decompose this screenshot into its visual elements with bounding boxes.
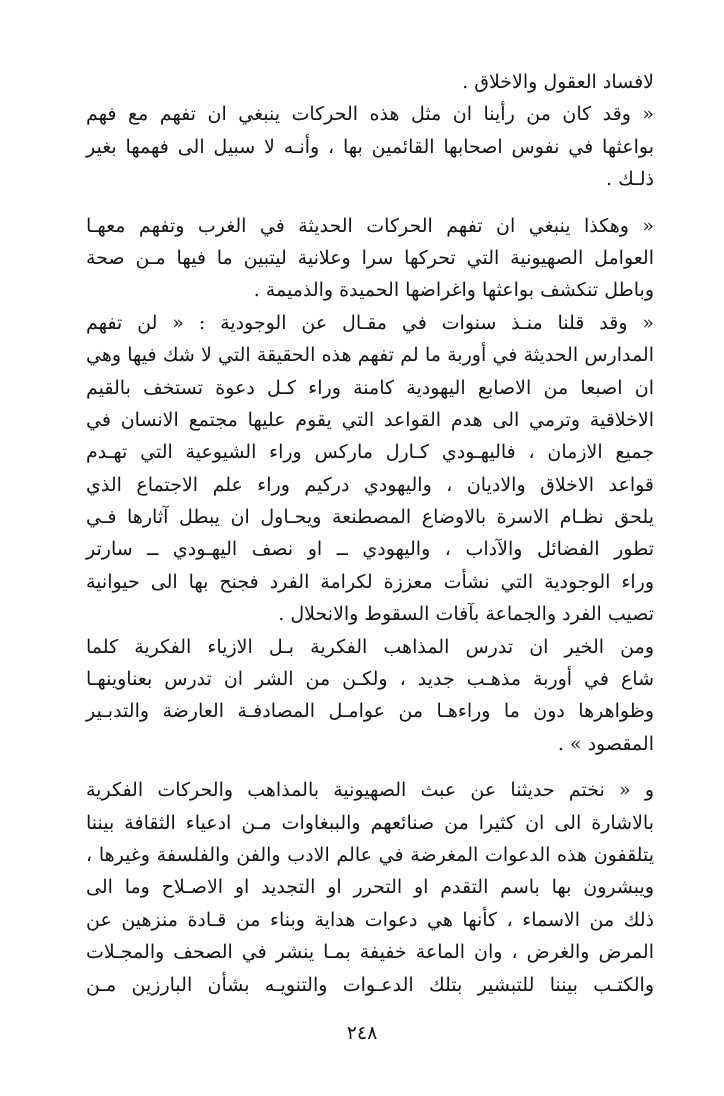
text-line: المرض والغرض ، وان الماعة خفيفة بمـا ينشر في الصحف والمجـلات	[86, 941, 654, 964]
text-line: وظواهرها دون ما وراءهـا من عوامـل المصادفـة العارضة والتدبـير	[86, 700, 654, 723]
text-line: والكتـب بيننا للتبشير بتلك الدعـوات والتنويـه بشأن البارزين مـن	[86, 973, 654, 996]
text-line: ان اصبعا من الاصابع اليهودية كامنة وراء كـل دعوة تستخف بالقيم	[86, 376, 654, 399]
text-line: بواعثها في نفوس اصحابها القائمين بها ، وأنـه لا سبيل الى فهمها بغير	[86, 135, 654, 158]
text-line: لافساد العقول والاخلاق .	[462, 71, 654, 93]
text-line: الاخلاقية وترمي الى هدم القواعد التي يقوم عليها مجتمع الانسان في	[86, 408, 654, 431]
text-line: تصيب الفرد والجماعة بآفات السقوط والانحلال .	[278, 603, 654, 626]
paragraph-gap	[86, 760, 654, 774]
page-number: ٢٤٨	[346, 1022, 378, 1044]
paragraph-gap	[86, 196, 654, 210]
text-line: وراء الوجودية التي نشأت معززة لكرامة الفرد فجنح بها الى حيوانية	[86, 570, 654, 593]
text-line: « وقد قلنا منـذ سنوات في مقـال عن الوجودية : « لن تفهم	[86, 311, 654, 334]
text-line: ويبشرون بها باسم التقدم او التحرر او التجديد او الاصـلاح وما الى	[86, 876, 654, 899]
text-line: المدارس الحديثة في أوربة ما لم تفهم هذه الحقيقة التي لا شك فيها وهي	[86, 344, 654, 367]
paragraph	[86, 98, 654, 195]
paragraph	[86, 66, 654, 98]
text-line: ومن الخير ان تدرس المذاهب الفكرية بـل الازياء الفكرية كلما	[86, 635, 654, 658]
text-line: قواعد الاخلاق والاديان ، واليهودي دركيم وراء علم الاجتماع الذي	[86, 473, 654, 496]
text-line: بالاشارة الى ان كثيرا من صنائعهم والببغاوات مـن ادعياء الثقافة بيننا	[86, 811, 654, 834]
text-line: العوامل الصهيونية التي تحركها سرا وعلانية ليتبين ما فيها مـن صحة	[86, 246, 654, 269]
text-line: ذلك من الاسماء ، كأنها هي دعوات هداية وبناء من قـادة منزهين عن	[86, 908, 654, 931]
text-line: شاع في أوربة مذهـب جديد ، ولكـن من الشر ان تدرس بعناوينهـا	[86, 668, 654, 691]
text-line: يلحق نظـام الاسرة بالاوضاع المصطنعة ويحـاول ان يبطل آثارها فـي	[86, 506, 654, 529]
text-line: تطور الفضائل والآداب ، واليهودي ــ او نصف اليهـودي ــ سارتر	[86, 538, 654, 561]
text-line: يتلقفون هذه الدعوات المغرضة في عالم الادب والفن والفلسفة وغيرها ،	[86, 843, 654, 866]
text-line: « وهكذا ينبغي ان تفهم الحركات الحديثة في الغرب وتفهم معهـا	[86, 214, 654, 237]
text-line: ذلـك .	[606, 168, 654, 191]
text-line: جميع الازمان ، فاليهـودي كـارل ماركس وراء الشيوعية التي تهـدم	[86, 441, 654, 464]
paragraph	[86, 774, 654, 1001]
paragraph	[86, 307, 654, 631]
paragraph	[86, 631, 654, 761]
text-line: « وقد كان من رأينا ان مثل هذه الحركات ينبغي ان تفهم مع فهم	[86, 103, 654, 126]
text-line: وباطل تنكشف بواعثها واغراضها الحميدة والذميمة .	[253, 279, 654, 302]
text-line: و « نختم حديثنا عن عبث الصهيونية بالمذاهب والحركات الفكرية	[86, 779, 654, 802]
text-line: المقصود » .	[557, 732, 654, 755]
paragraph	[86, 210, 654, 307]
book-page-body	[86, 66, 654, 1001]
